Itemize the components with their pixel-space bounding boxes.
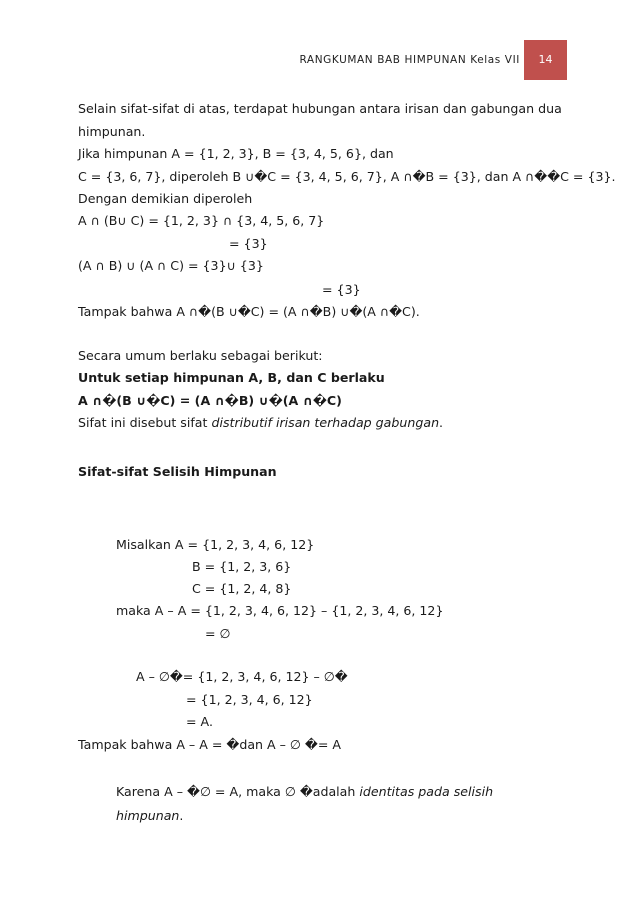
- paragraph-line: [116, 784, 493, 799]
- paragraph-line: himpunan.: [78, 124, 146, 139]
- section-heading: Sifat-sifat Selisih Himpunan: [78, 464, 277, 479]
- paragraph-line: Dengan demikian diperoleh: [78, 191, 253, 206]
- paragraph-line: Tampak bahwa A ∩�(B ∪�C) = (A ∩�B) ∪�(A ∩�C).: [78, 304, 420, 319]
- text-run: .: [179, 808, 184, 823]
- example-line: C = {1, 2, 4, 8}: [192, 581, 292, 596]
- equation-line: = {3}: [229, 236, 268, 251]
- equation-line: = {3}: [322, 282, 361, 297]
- paragraph-line: Selain sifat-sifat di atas, terdapat hubungan antara irisan dan gabungan dua: [78, 101, 562, 116]
- paragraph-line: [116, 808, 183, 823]
- paragraph-line: Jika himpunan A = {1, 2, 3}, B = {3, 4, 5, 6}, dan: [78, 146, 394, 161]
- paragraph-line: Tampak bahwa A – A = �dan A – ∅ �= A: [78, 737, 341, 752]
- example-line: = {1, 2, 3, 4, 6, 12}: [186, 692, 313, 707]
- page-number-badge: 14: [524, 40, 567, 80]
- rule-title: Untuk setiap himpunan A, B, dan C berlaku: [78, 370, 385, 385]
- example-line: Misalkan A = {1, 2, 3, 4, 6, 12}: [116, 537, 315, 552]
- text-run: .: [439, 415, 444, 430]
- running-header: RANGKUMAN BAB HIMPUNAN Kelas VII: [299, 54, 520, 66]
- example-line: maka A – A = {1, 2, 3, 4, 6, 12} – {1, 2, 3, 4, 6, 12}: [116, 603, 444, 618]
- term-italic: identitas pada selisih: [359, 784, 494, 799]
- equation-line: A ∩ (B∪ C) = {1, 2, 3} ∩ {3, 4, 5, 6, 7}: [78, 213, 325, 228]
- text-run: Karena A – �∅ = A, maka ∅ �adalah: [116, 784, 360, 799]
- term-italic: distributif irisan terhadap gabungan: [211, 415, 440, 430]
- paragraph-line: [78, 415, 443, 430]
- text-run: Sifat ini disebut sifat: [78, 415, 212, 430]
- example-line: A – ∅�= {1, 2, 3, 4, 6, 12} – ∅�: [136, 669, 348, 684]
- term-italic: himpunan: [116, 808, 180, 823]
- example-line: = ∅: [205, 626, 231, 641]
- example-line: B = {1, 2, 3, 6}: [192, 559, 292, 574]
- paragraph-line: Secara umum berlaku sebagai berikut:: [78, 348, 323, 363]
- example-line: = A.: [186, 714, 213, 729]
- rule-formula: A ∩�(B ∪�C) = (A ∩�B) ∪�(A ∩�C): [78, 393, 342, 408]
- paragraph-line: C = {3, 6, 7}, diperoleh B ∪�C = {3, 4, 5, 6, 7}, A ∩�B = {3}, dan A ∩��C = {3}.: [78, 169, 616, 184]
- equation-line: (A ∩ B) ∪ (A ∩ C) = {3}∪ {3}: [78, 258, 264, 273]
